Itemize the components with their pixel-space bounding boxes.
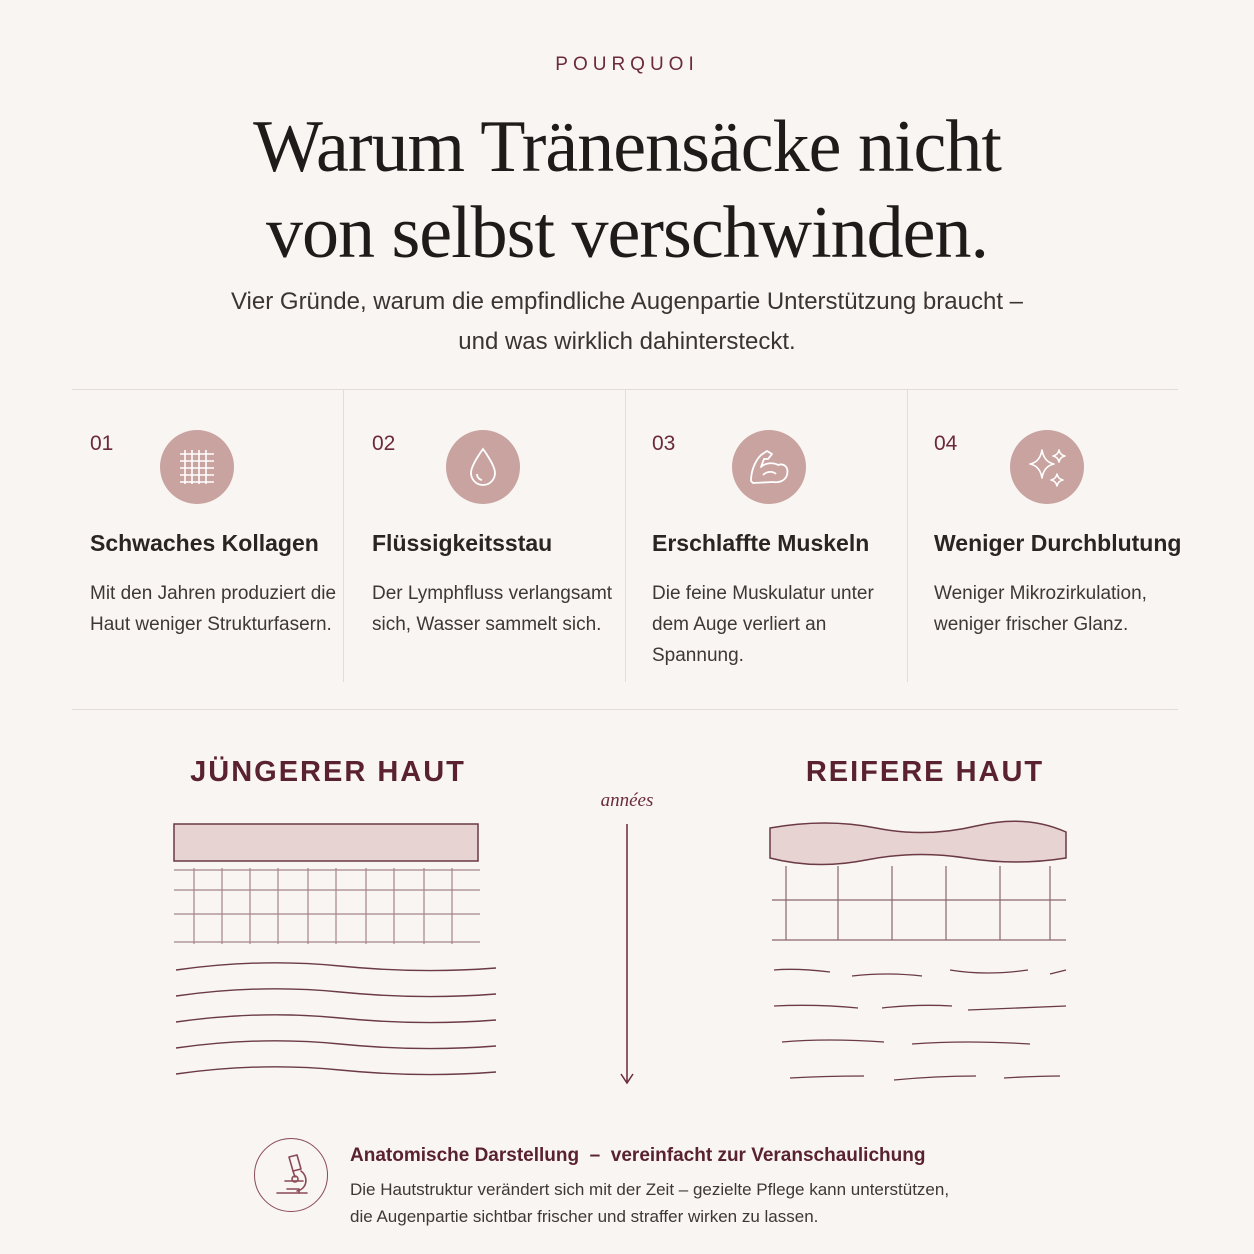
card-title: Flüssigkeitsstau <box>372 530 553 556</box>
card-number: 03 <box>652 432 676 455</box>
subtitle-line-2: und was wirklich dahintersteckt. <box>458 328 796 355</box>
years-label: années <box>600 790 654 811</box>
footer-line-2: die Augenpartie sichtbar frischer und straffer wirken zu lassen. <box>350 1207 819 1226</box>
card-title: Schwaches Kollagen <box>90 530 319 556</box>
footer-text <box>350 1176 1050 1230</box>
card-description: Mit den Jahren produziert die Haut weniger Strukturfasern. <box>90 583 337 635</box>
page-subtitle <box>200 282 1054 362</box>
footer-title: Anatomische Darstellung – vereinfacht zur Veranschaulichung <box>350 1145 926 1166</box>
card-description: Weniger Mikrozirkulation, weniger frischer Glanz. <box>934 583 1147 635</box>
card-title: Weniger Durchblutung <box>934 530 1182 556</box>
card-divider <box>907 390 908 682</box>
card-number: 04 <box>934 432 958 455</box>
mature-skin-illustration <box>766 818 1072 1086</box>
card-number: 02 <box>372 432 396 455</box>
card-title: Erschlaffte Muskeln <box>652 530 870 556</box>
card-description: Die feine Muskulatur unter dem Auge verliert an Spannung. <box>652 583 874 666</box>
younger-skin-label: JÜNGERER HAUT <box>190 756 466 788</box>
page-title <box>0 104 1254 276</box>
arrow-down-icon <box>616 822 638 1088</box>
grid-icon <box>160 430 234 504</box>
reason-card-muscles <box>634 390 916 682</box>
title-line-1: Warum Tränensäcke nicht <box>253 106 1001 188</box>
reason-card-collagen <box>72 390 354 682</box>
card-description: Der Lymphfluss verlangsamt sich, Wasser sammelt sich. <box>372 583 613 635</box>
droplet-icon <box>446 430 520 504</box>
card-divider <box>343 390 344 682</box>
eyebrow-label: POURQUOI <box>555 54 699 75</box>
card-number: 01 <box>90 432 114 455</box>
mature-skin-label: REIFERE HAUT <box>805 756 1045 788</box>
microscope-icon <box>254 1138 328 1212</box>
sparkle-icon <box>1010 430 1084 504</box>
reason-card-fluid <box>354 390 636 682</box>
title-line-2: von selbst verschwinden. <box>265 192 989 274</box>
card-divider <box>625 390 626 682</box>
reason-card-circulation <box>916 390 1198 682</box>
muscle-arm-icon <box>732 430 806 504</box>
divider-middle <box>72 709 1178 710</box>
subtitle-line-1: Vier Gründe, warum die empfindliche Augenpartie Unterstützung braucht – <box>230 288 1023 315</box>
younger-skin-illustration <box>170 820 504 1080</box>
footer-line-1: Die Hautstruktur verändert sich mit der Zeit – gezielte Pflege kann unterstützen, <box>350 1180 950 1199</box>
